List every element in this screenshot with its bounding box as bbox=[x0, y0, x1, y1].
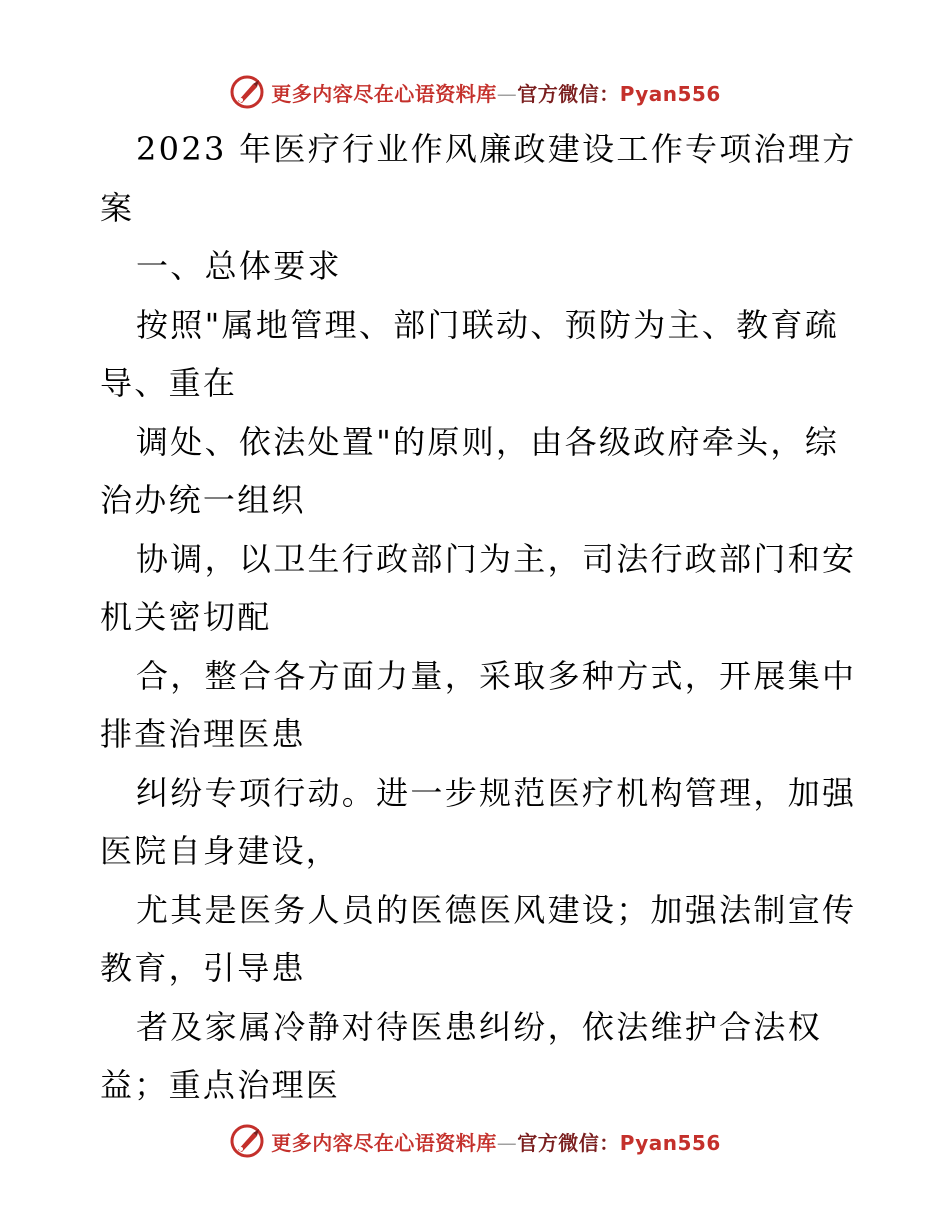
watermark-dash: — bbox=[496, 81, 518, 106]
paragraph-line: 教育，引导患 bbox=[100, 949, 306, 987]
quill-pen-logo-icon bbox=[229, 74, 265, 110]
watermark-wechat-id: Pyan556 bbox=[619, 81, 721, 106]
paragraph-line: 排查治理医患 bbox=[100, 715, 306, 753]
paragraph-line: 合，整合各方面力量，采取多种方式，开展集中 bbox=[136, 656, 857, 695]
watermark-text bbox=[271, 78, 721, 107]
paragraph-line: 机关密切配 bbox=[100, 598, 272, 636]
watermark-slogan: 更多内容尽在心语资料库 bbox=[271, 1130, 497, 1155]
watermark-slogan: 更多内容尽在心语资料库 bbox=[271, 81, 497, 106]
watermark-wechat-id: Pyan556 bbox=[619, 1130, 721, 1155]
paragraph-line: 益；重点治理医 bbox=[100, 1066, 341, 1104]
paragraph-line: 纠纷专项行动。进一步规范医疗机构管理，加强 bbox=[136, 773, 857, 812]
paragraph-line: 医院自身建设， bbox=[100, 832, 341, 870]
watermark-text bbox=[271, 1127, 721, 1156]
paragraph-line: 协调，以卫生行政部门为主，司法行政部门和安 bbox=[136, 539, 857, 578]
doc-title-line-1: 2023 年医疗行业作风廉政建设工作专项治理方 bbox=[136, 130, 857, 168]
document-body bbox=[100, 120, 860, 1115]
paragraph-line: 者及家属冷静对待医患纠纷，依法维护合法权 bbox=[136, 1007, 823, 1046]
quill-pen-logo-icon bbox=[229, 1123, 265, 1159]
footer-watermark bbox=[0, 1121, 950, 1161]
paragraph-line: 按照"属地管理、部门联动、预防为主、教育疏 bbox=[136, 305, 840, 344]
paragraph-line: 调处、依法处置"的原则，由各级政府牵头，综 bbox=[136, 422, 840, 461]
paragraph-line: 尤其是医务人员的医德医风建设；加强法制宣传 bbox=[136, 890, 857, 929]
watermark-wechat-label: 官方微信： bbox=[517, 81, 620, 106]
section-heading: 一、总体要求 bbox=[136, 247, 342, 285]
watermark-dash: — bbox=[496, 1130, 518, 1155]
doc-title-line-2: 案 bbox=[100, 188, 135, 227]
watermark-wechat-label: 官方微信： bbox=[517, 1130, 620, 1155]
paragraph-line: 导、重在 bbox=[100, 364, 238, 402]
header-watermark bbox=[0, 72, 950, 112]
paragraph-line: 治办统一组织 bbox=[100, 481, 306, 519]
